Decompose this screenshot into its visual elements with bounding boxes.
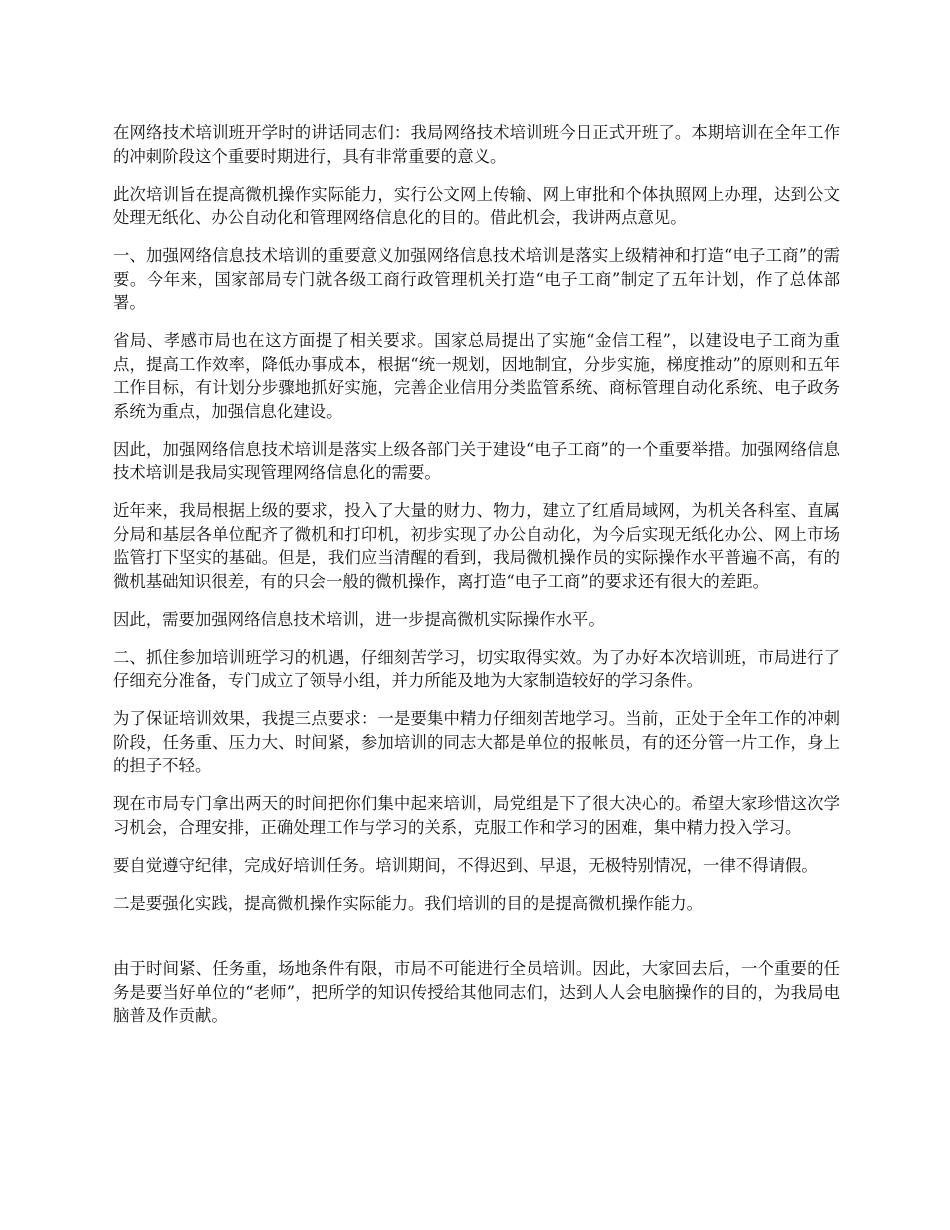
paragraph-12: 二是要强化实践，提高微机操作实际能力。我们培训的目的是提高微机操作能力。: [113, 893, 704, 913]
paragraph-9: 为了保证培训效果，我提三点要求：一是要集中精力仔细刻苦地学习。当前，正处于全年工作的冲刺阶段，任务重、压力大、时间紧，参加培训的同志大都是单位的报帐员，有的还分管一片工作，身上的担子不轻。: [113, 709, 840, 775]
paragraph-10: 现在市局专门拿出两天的时间把你们集中起来培训，局党组是下了很大决心的。希望大家珍惜这次学习机会，合理安排，正确处理工作与学习的关系，克服工作和学习的困难，集中精力投入学习。: [113, 794, 840, 837]
paragraph-7: 因此，需要加强网络信息技术培训，进一步提高微机实际操作水平。: [113, 609, 605, 629]
paragraph-3: 一、加强网络信息技术培训的重要意义加强网络信息技术培训是落实上级精神和打造“电子工商”的需要。今年来，国家部局专门就各级工商行政管理机关打造“电子工商”制定了五年计划，作了总体部署。: [113, 246, 840, 312]
document-body: [113, 121, 840, 1042]
paragraph-1: 在网络技术培训班开学时的讲话同志们：我局网络技术培训班今日正式开班了。本期培训在全年工作的冲刺阶段这个重要时期进行，具有非常重要的意义。: [113, 123, 840, 166]
paragraph-13: 由于时间紧、任务重，场地条件有限，市局不可能进行全员培训。因此，大家回去后，一个重要的任务是要当好单位的“老师”，把所学的知识传授给其他同志们，达到人人会电脑操作的目的，为我局电脑普及作贡献。: [113, 959, 840, 1025]
paragraph-2: 此次培训旨在提高微机操作实际能力，实行公文网上传输、网上审批和个体执照网上办理，达到公文处理无纸化、办公自动化和管理网络信息化的目的。借此机会，我讲两点意见。: [113, 184, 840, 227]
paragraph-5: 因此，加强网络信息技术培训是落实上级各部门关于建设“电子工商”的一个重要举措。加强网络信息技术培训是我局实现管理网络信息化的需要。: [113, 439, 840, 482]
paragraph-6: 近年来，我局根据上级的要求，投入了大量的财力、物力，建立了红盾局域网，为机关各科室、直属分局和基层各单位配齐了微机和打印机，初步实现了办公自动化，为今后实现无纸化办公、网上市场监管打下坚实的基础。但是，我们应当清醒的看到，我局微机操作员的实际操作水平普遍不高，有的微机基础知识很差，有的只会一般的微机操作，离打造“电子工商”的要求还有很大的差距。: [113, 501, 840, 591]
paragraph-11: 要自觉遵守纪律，完成好培训任务。培训期间，不得迟到、早退，无极特别情况，一律不得请假。: [113, 855, 818, 875]
paragraph-8: 二、抓住参加培训班学习的机遇，仔细刻苦学习，切实取得实效。为了办好本次培训班，市局进行了仔细充分准备，专门成立了领导小组，并力所能及地为大家制造较好的学习条件。: [113, 647, 840, 690]
paragraph-4: 省局、孝感市局也在这方面提了相关要求。国家总局提出了实施“金信工程”，以建设电子工商为重点，提高工作效率，降低办事成本，根据“统一规划，因地制宜，分步实施，梯度推动”的原则和五年工作目标，有计划分步骤地抓好实施，完善企业信用分类监管系统、商标管理自动化系统、电子政务系统为重点，加强信息化建设。: [113, 331, 840, 421]
